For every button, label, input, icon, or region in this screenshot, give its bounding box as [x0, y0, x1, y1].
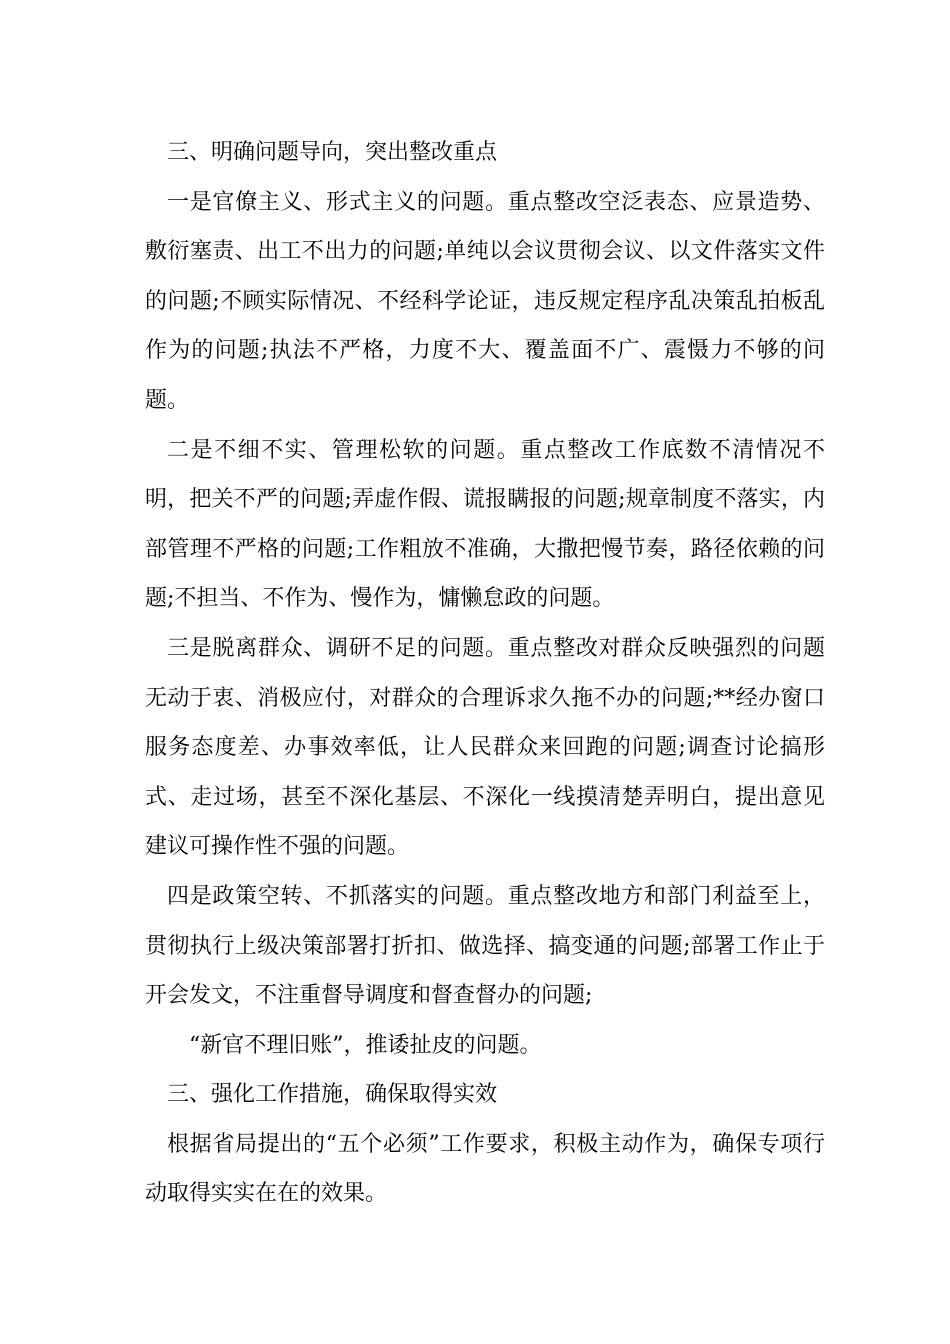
document-body — [145, 128, 825, 1219]
paragraph-policy: 四是政策空转、不抓落实的问题。重点整改地方和部门利益至上，贯彻执行上级决策部署打折扣、做选择、搞变通的问题;部署工作止于开会发文，不注重督导调度和督查督办的问题; — [145, 883, 825, 1009]
paragraph-bureaucratism: 一是官僚主义、形式主义的问题。重点整改空泛表态、应景造势、敷衍塞责、出工不出力的问题;单纯以会议贯彻会议、以文件落实文件的问题;不顾实际情况、不经科学论证，违反规定程序乱决策乱拍板乱作为的问题;执法不严格，力度不大、覆盖面不广、震慑力不够的问题。 — [145, 189, 825, 413]
section-heading-work-measures: 三、强化工作措施，确保取得实效 — [167, 1082, 498, 1108]
paragraph-five-musts: 根据省局提出的“五个必须”工作要求，积极主动作为，确保专项行动取得实实在在的效果。 — [145, 1131, 825, 1207]
paragraph-masses: 三是脱离群众、调研不足的问题。重点整改对群众反映强烈的问题无动于衷、消极应付，对群众的合理诉求久拖不办的问题;**经办窗口服务态度差、办事效率低，让人民群众来回跑的问题;调查讨论搞形式、走过场，甚至不深化基层、不深化一线摸清楚弄明白，提出意见建议可操作性不强的问题。 — [145, 635, 825, 860]
paragraph-new-official: “新官不理旧账”，推诿扯皮的问题。 — [189, 1032, 542, 1058]
section-heading-problem-orientation: 三、明确问题导向，突出整改重点 — [167, 140, 498, 165]
paragraph-management: 二是不细不实、管理松软的问题。重点整改工作底数不清情况不明，把关不严的问题;弄虚作假、谎报瞒报的问题;规章制度不落实，内部管理不严格的问题;工作粗放不准确，大撒把慢节奏，路径依赖的问题;不担当、不作为、慢作为，慵懒怠政的问题。 — [145, 437, 825, 612]
